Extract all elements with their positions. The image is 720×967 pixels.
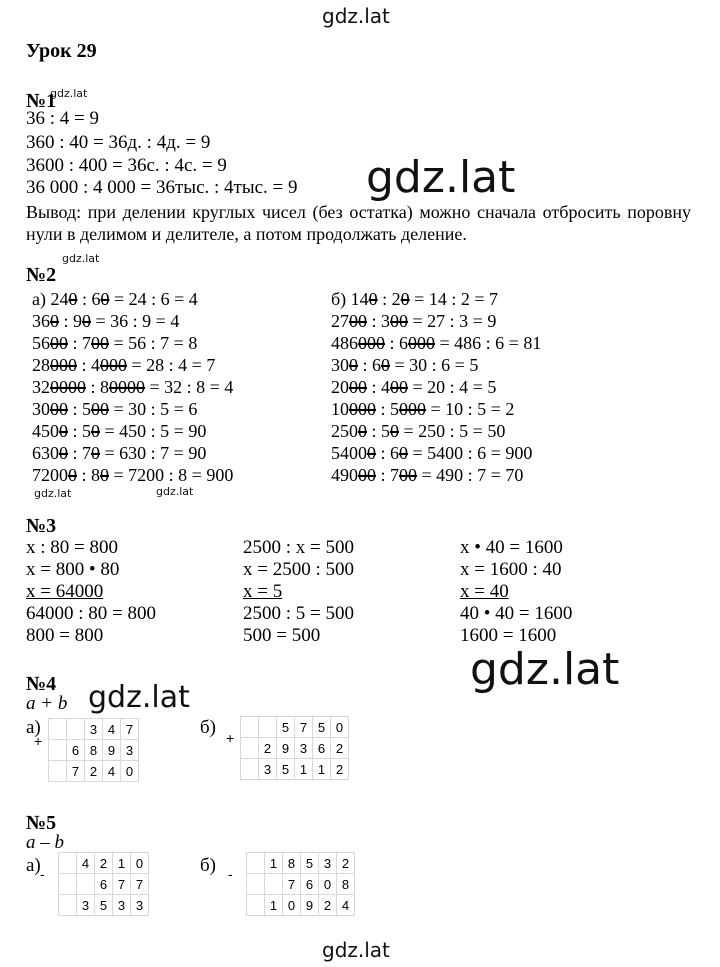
task2-line xyxy=(331,354,478,376)
digit-cell: 3 xyxy=(295,738,313,759)
grid-cell xyxy=(241,717,259,738)
task2-text: : 4 xyxy=(77,355,101,375)
task2-text: : 7 xyxy=(68,333,92,353)
grid-row xyxy=(241,738,349,759)
digit-cell: 4 xyxy=(103,719,121,740)
task3-col1-line: 800 = 800 xyxy=(26,625,104,646)
grid-row xyxy=(247,853,355,874)
task2-text: = 10 : 5 = 2 xyxy=(426,399,515,419)
digit-cell: 2 xyxy=(331,759,349,780)
struck-zeros: 0 xyxy=(50,311,59,331)
task3-col1-line: x : 80 = 800 xyxy=(26,537,118,558)
struck-zeros: 0 xyxy=(59,421,68,441)
struck-zeros: 0 xyxy=(100,465,110,485)
task2-text: 5400 xyxy=(331,443,367,463)
watermark-medium: gdz.lat xyxy=(88,680,190,715)
digit-cell: 1 xyxy=(313,759,331,780)
digit-cell: 5 xyxy=(277,759,295,780)
digit-cell: 4 xyxy=(77,853,95,874)
task1-line: 3600 : 400 = 36с. : 4с. = 9 xyxy=(26,155,227,176)
task2-text: 30 xyxy=(331,355,349,375)
struck-zeros: 0 xyxy=(82,311,92,331)
task2-text: : 6 xyxy=(358,355,382,375)
task5-b-grid xyxy=(246,852,355,916)
digit-cell: 6 xyxy=(313,738,331,759)
digit-cell: 2 xyxy=(319,895,337,916)
digit-cell: 4 xyxy=(103,761,121,782)
page-title: Урок 29 xyxy=(26,40,97,62)
task2-text: = 30 : 6 = 5 xyxy=(390,355,479,375)
struck-zeros: 0 xyxy=(349,355,358,375)
digit-cell: 5 xyxy=(313,717,331,738)
grid-row xyxy=(247,895,355,916)
digit-cell xyxy=(259,717,277,738)
digit-cell: 0 xyxy=(331,717,349,738)
grid-row xyxy=(59,895,149,916)
digit-cell: 4 xyxy=(337,895,355,916)
task2-text: 10 xyxy=(331,399,349,419)
task2-text: 27 xyxy=(331,311,349,331)
task2-line xyxy=(32,310,179,332)
task2-line xyxy=(32,354,215,376)
digit-cell: 3 xyxy=(85,719,103,740)
task4-b-grid xyxy=(240,716,349,780)
task3-col3-line: 1600 = 1600 xyxy=(460,625,557,646)
digit-cell: 2 xyxy=(95,853,113,874)
task2-line xyxy=(32,332,197,354)
digit-cell xyxy=(77,874,95,895)
digit-cell: 1 xyxy=(265,853,283,874)
struck-zeros: 00 xyxy=(358,465,376,485)
struck-zeros: 000 xyxy=(408,333,436,353)
digit-cell: 2 xyxy=(331,738,349,759)
task2-text: 20 xyxy=(331,377,349,397)
struck-zeros: 00 xyxy=(399,465,418,485)
grid-cell xyxy=(49,719,67,740)
task3-col2-line: x = 2500 : 500 xyxy=(243,559,354,580)
digit-cell: 2 xyxy=(337,853,355,874)
digit-cell: 2 xyxy=(85,761,103,782)
minus-sign: - xyxy=(228,866,233,882)
digit-cell: 0 xyxy=(131,853,149,874)
task2-text: 56 xyxy=(32,333,50,353)
grid-cell xyxy=(59,895,77,916)
task5-a-grid xyxy=(58,852,149,916)
digit-cell: 9 xyxy=(301,895,319,916)
task2-line xyxy=(32,464,233,486)
task2-line xyxy=(331,376,496,398)
grid-row xyxy=(59,853,149,874)
struck-zeros: 0 xyxy=(68,465,77,485)
task2-text: : 9 xyxy=(59,311,83,331)
struck-zeros: 00 xyxy=(390,377,409,397)
task1-heading: №1 xyxy=(26,90,57,112)
watermark-bottom: gdz.lat xyxy=(322,938,390,962)
watermark-big: gdz.lat xyxy=(470,644,620,695)
task2-text: = 250 : 5 = 50 xyxy=(399,421,506,441)
task2-text: = 28 : 4 = 7 xyxy=(127,355,216,375)
task2-text: : 8 xyxy=(86,377,110,397)
struck-zeros: 0 xyxy=(100,289,110,309)
struck-zeros: 0 xyxy=(358,421,367,441)
task5-heading: №5 xyxy=(26,812,57,834)
digit-cell: 5 xyxy=(301,853,319,874)
task2-text: 32 xyxy=(32,377,50,397)
task3-heading: №3 xyxy=(26,515,57,537)
struck-zeros: 0 xyxy=(367,443,376,463)
task2-text: : 5 xyxy=(376,399,400,419)
struck-zeros: 0 xyxy=(368,289,378,309)
task2-line xyxy=(32,420,206,442)
grid-cell xyxy=(59,853,77,874)
task2-text: 250 xyxy=(331,421,358,441)
task3-col2-line: 2500 : 5 = 500 xyxy=(243,603,354,624)
task2-line xyxy=(331,332,541,354)
task2-line xyxy=(331,288,498,310)
digit-cell: 0 xyxy=(121,761,139,782)
struck-zeros: 00 xyxy=(91,399,110,419)
task2-text: = 56 : 7 = 8 xyxy=(109,333,198,353)
digit-cell: 2 xyxy=(259,738,277,759)
task2-text: 28 xyxy=(32,355,50,375)
task4-a-label: а) xyxy=(26,717,41,738)
digit-cell: 7 xyxy=(295,717,313,738)
struck-zeros: 0 xyxy=(399,443,409,463)
digit-cell: 8 xyxy=(283,853,301,874)
digit-cell: 3 xyxy=(319,853,337,874)
grid-row xyxy=(49,761,139,782)
digit-cell: 7 xyxy=(131,874,149,895)
task2-text: = 5400 : 6 = 900 xyxy=(408,443,533,463)
digit-cell: 3 xyxy=(77,895,95,916)
digit-cell: 7 xyxy=(283,874,301,895)
task2-text: 36 xyxy=(32,311,50,331)
task2-text: : 5 xyxy=(68,399,92,419)
task2-text: = 36 : 9 = 4 xyxy=(91,311,180,331)
task2-text: = 7200 : 8 = 900 xyxy=(109,465,234,485)
task3-col1-line: x = 800 • 80 xyxy=(26,559,120,580)
plus-sign: + xyxy=(226,730,235,746)
digit-cell xyxy=(67,719,85,740)
task5-b-label: б) xyxy=(200,855,216,876)
struck-zeros: 000 xyxy=(358,333,385,353)
task2-text: : 7 xyxy=(376,465,400,485)
grid-row xyxy=(247,874,355,895)
task2-text: = 630 : 7 = 90 xyxy=(100,443,207,463)
task2-text: = 14 : 2 = 7 xyxy=(409,289,498,309)
task2-text: = 30 : 5 = 6 xyxy=(109,399,198,419)
struck-zeros: 00 xyxy=(91,333,110,353)
task3-col3-line: x = 1600 : 40 xyxy=(460,559,562,580)
struck-zeros: 000 xyxy=(50,355,77,375)
watermark-top: gdz.lat xyxy=(322,4,390,28)
struck-zeros: 00 xyxy=(50,333,68,353)
task2-text: : 6 xyxy=(77,289,101,309)
task2-text: : 5 xyxy=(367,421,391,441)
task2-line xyxy=(331,398,514,420)
task4-a-grid xyxy=(48,718,139,782)
task2-text: : 4 xyxy=(367,377,391,397)
grid-row xyxy=(241,759,349,780)
watermark-small: gdz.lat xyxy=(34,487,72,500)
struck-zeros: 0 xyxy=(381,355,391,375)
struck-zeros: 000 xyxy=(349,399,376,419)
grid-cell xyxy=(59,874,77,895)
struck-zeros: 000 xyxy=(399,399,427,419)
task2-text: : 6 xyxy=(376,443,400,463)
grid-row xyxy=(241,717,349,738)
digit-cell: 9 xyxy=(277,738,295,759)
task1-line: 360 : 40 = 36д. : 4д. = 9 xyxy=(26,132,211,153)
task2-text: 450 xyxy=(32,421,59,441)
task2-text: : 8 xyxy=(77,465,101,485)
digit-cell: 1 xyxy=(265,895,283,916)
task2-line xyxy=(331,442,532,464)
digit-cell: 6 xyxy=(301,874,319,895)
task2-text: б) 14 xyxy=(331,289,369,309)
digit-cell: 3 xyxy=(113,895,131,916)
grid-cell xyxy=(247,895,265,916)
grid-cell xyxy=(49,761,67,782)
digit-cell: 5 xyxy=(277,717,295,738)
watermark-small: gdz.lat xyxy=(156,485,194,498)
digit-cell: 7 xyxy=(67,761,85,782)
digit-cell: 7 xyxy=(121,719,139,740)
digit-cell: 6 xyxy=(95,874,113,895)
task2-line xyxy=(331,420,505,442)
grid-cell xyxy=(247,853,265,874)
digit-cell: 5 xyxy=(95,895,113,916)
task2-text: : 6 xyxy=(385,333,409,353)
task2-text: = 27 : 3 = 9 xyxy=(408,311,497,331)
digit-cell: 1 xyxy=(113,853,131,874)
grid-cell xyxy=(49,740,67,761)
grid-row xyxy=(59,874,149,895)
struck-zeros: 0000 xyxy=(50,377,86,397)
task2-text: : 2 xyxy=(377,289,401,309)
task2-text: : 5 xyxy=(68,421,92,441)
digit-cell: 9 xyxy=(103,740,121,761)
digit-cell: 8 xyxy=(337,874,355,895)
grid-cell xyxy=(247,874,265,895)
digit-cell: 8 xyxy=(85,740,103,761)
task3-col2-line: 2500 : x = 500 xyxy=(243,537,354,558)
task3-col2-line: x = 5 xyxy=(243,581,283,602)
task2-line xyxy=(331,464,523,486)
minus-sign: - xyxy=(40,866,45,882)
task4-b-label: б) xyxy=(200,717,216,738)
digit-cell: 3 xyxy=(121,740,139,761)
grid-row xyxy=(49,740,139,761)
plus-sign: + xyxy=(34,733,43,749)
task2-line xyxy=(32,398,197,420)
struck-zeros: 00 xyxy=(390,311,409,331)
struck-zeros: 0 xyxy=(400,289,410,309)
task1-conclusion: Вывод: при делении круглых чисел (без остатка) можно сначала отбросить поровну нули в делимом и делителе, а потом продолжать деление. xyxy=(26,202,691,244)
watermark-small: gdz.lat xyxy=(50,87,88,100)
struck-zeros: 00 xyxy=(349,311,367,331)
task2-text: 30 xyxy=(32,399,50,419)
task2-text: 630 xyxy=(32,443,59,463)
struck-zeros: 0000 xyxy=(109,377,146,397)
struck-zeros: 0 xyxy=(68,289,78,309)
grid-row xyxy=(49,719,139,740)
struck-zeros: 00 xyxy=(50,399,68,419)
struck-zeros: 0 xyxy=(390,421,400,441)
task2-text: а) 24 xyxy=(32,289,69,309)
struck-zeros: 00 xyxy=(349,377,367,397)
task3-col3-line: x • 40 = 1600 xyxy=(460,537,563,558)
task3-col3-line: 40 • 40 = 1600 xyxy=(460,603,573,624)
task2-text: : 7 xyxy=(68,443,92,463)
task2-text: 486 xyxy=(331,333,358,353)
task2-line xyxy=(331,310,496,332)
task5-a-label: а) xyxy=(26,855,41,876)
grid-cell xyxy=(241,759,259,780)
task2-heading: №2 xyxy=(26,264,57,286)
watermark-small: gdz.lat xyxy=(62,252,100,265)
task5-expression: a – b xyxy=(26,832,64,853)
digit-cell: 0 xyxy=(319,874,337,895)
task4-heading: №4 xyxy=(26,673,57,695)
task2-text: = 24 : 6 = 4 xyxy=(109,289,198,309)
struck-zeros: 0 xyxy=(59,443,68,463)
digit-cell: 6 xyxy=(67,740,85,761)
struck-zeros: 0 xyxy=(91,443,101,463)
struck-zeros: 000 xyxy=(100,355,128,375)
task3-col2-line: 500 = 500 xyxy=(243,625,321,646)
digit-cell: 3 xyxy=(131,895,149,916)
struck-zeros: 0 xyxy=(91,421,101,441)
digit-cell: 1 xyxy=(295,759,313,780)
task2-text: : 3 xyxy=(367,311,391,331)
task2-text: = 450 : 5 = 90 xyxy=(100,421,207,441)
task2-text: 490 xyxy=(331,465,358,485)
task3-col1-line: 64000 : 80 = 800 xyxy=(26,603,156,624)
digit-cell: 7 xyxy=(113,874,131,895)
task2-line xyxy=(32,376,233,398)
task2-text: = 490 : 7 = 70 xyxy=(417,465,524,485)
task1-line: 36 : 4 = 9 xyxy=(26,108,99,129)
task2-line xyxy=(32,288,198,310)
task3-col1-line: x = 64000 xyxy=(26,581,104,602)
task1-line: 36 000 : 4 000 = 36тыс. : 4тыс. = 9 xyxy=(26,177,298,198)
digit-cell: 3 xyxy=(259,759,277,780)
task2-line xyxy=(32,442,206,464)
task4-expression: a + b xyxy=(26,693,68,714)
task2-text: = 20 : 4 = 5 xyxy=(408,377,497,397)
task2-text: 7200 xyxy=(32,465,68,485)
grid-cell xyxy=(241,738,259,759)
digit-cell: 0 xyxy=(283,895,301,916)
task2-text: = 32 : 8 = 4 xyxy=(145,377,234,397)
watermark-big: gdz.lat xyxy=(366,152,516,203)
task2-text: = 486 : 6 = 81 xyxy=(435,333,542,353)
task3-col3-line: x = 40 xyxy=(460,581,509,602)
digit-cell xyxy=(265,874,283,895)
